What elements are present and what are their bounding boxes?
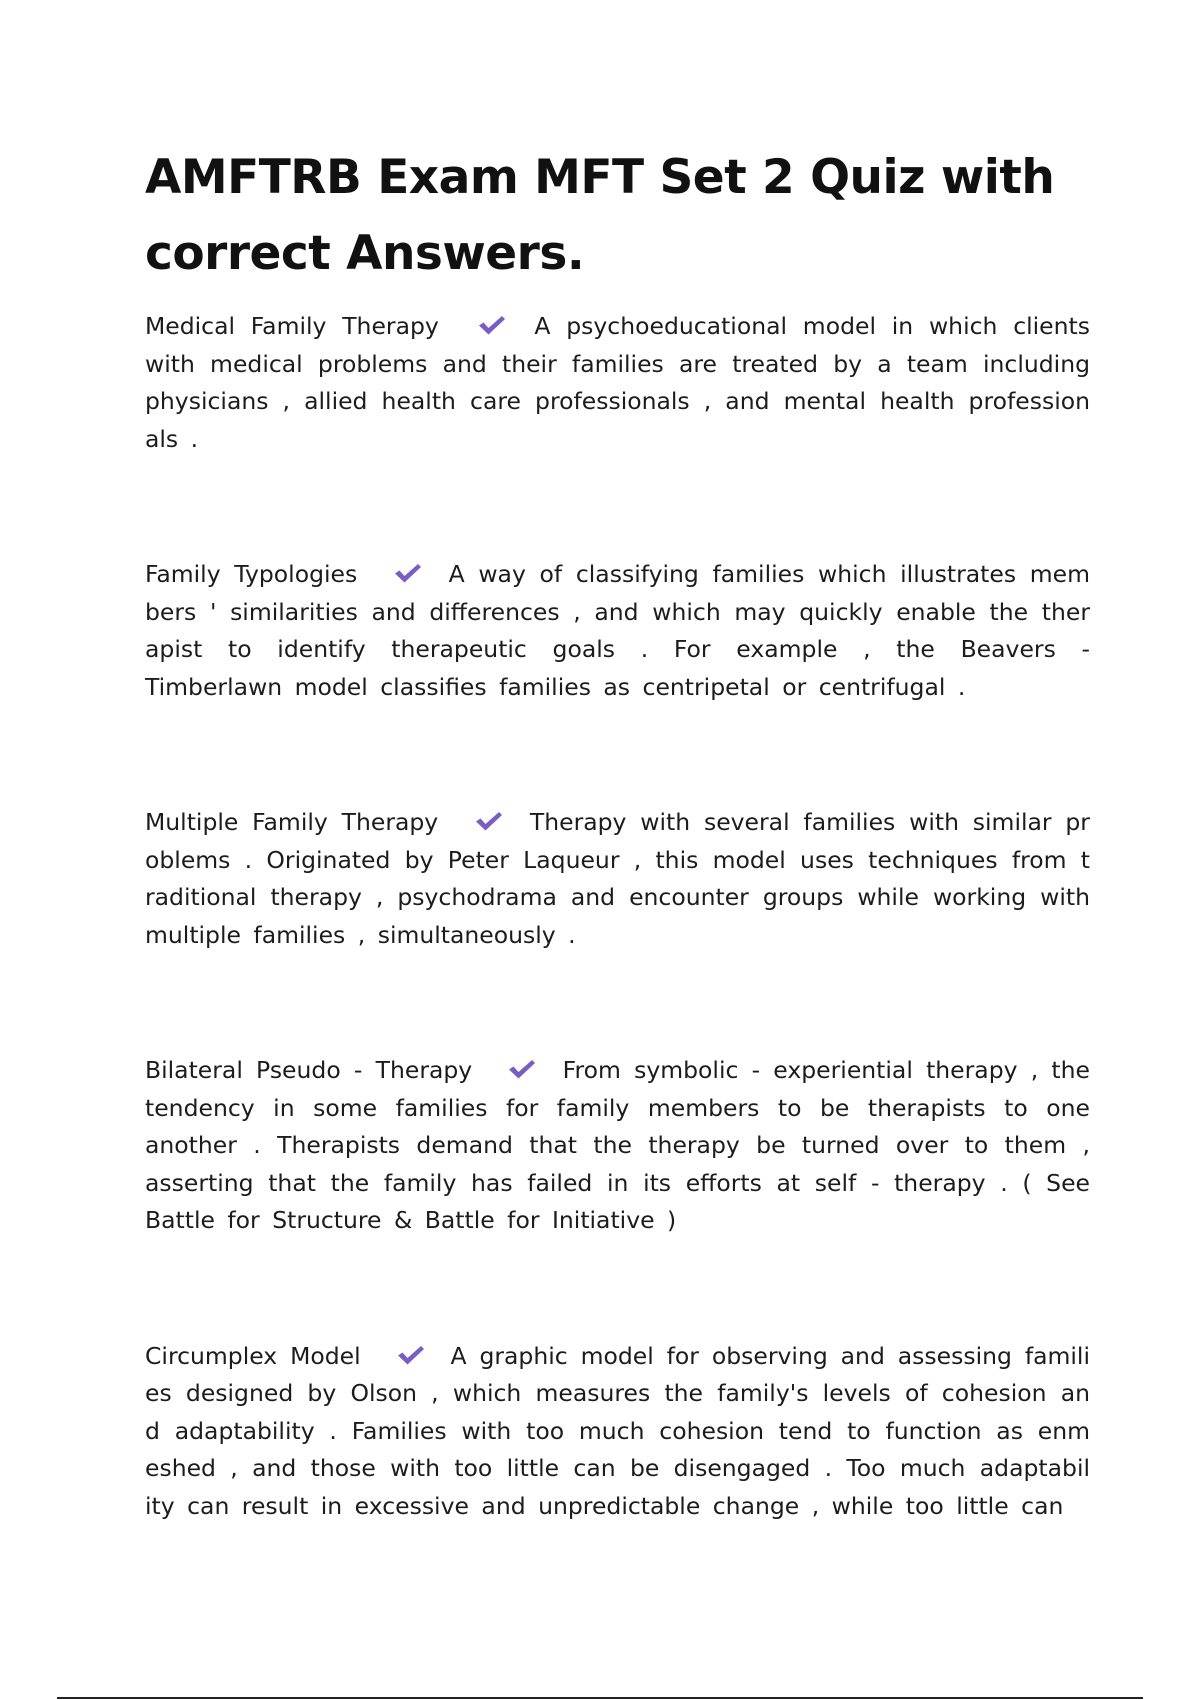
check-icon — [507, 1057, 537, 1081]
page-title: AMFTRB Exam MFT Set 2 Quiz with correct Answers. — [145, 150, 1055, 281]
qa-entry — [145, 556, 1090, 706]
entry-definition: A psychoeducational model in which clients with medical problems and their families are treated by a team including physicians , allied health care professionals , and mental health profession als . — [145, 312, 1090, 453]
entry-term: Bilateral Pseudo - Therapy — [145, 1056, 473, 1084]
entry-term: Medical Family Therapy — [145, 312, 439, 340]
qa-entry — [145, 1338, 1090, 1526]
qa-entry — [145, 1052, 1090, 1240]
entry-term: Circumplex Model — [145, 1341, 361, 1370]
entry-definition: A graphic model for observing and assessing famili es designed by Olson , which measures the family's levels of cohesion an d adaptability . Families with too much cohesion tend to function as enm eshed , and those with too little can be disengaged . Too much adaptabil ity can result in excessive and unpredictable change , while too little can — [145, 1341, 1090, 1520]
entry-term: Multiple Family Therapy — [145, 808, 439, 836]
entry-term: Family Typologies — [145, 560, 358, 588]
qa-entry — [145, 804, 1090, 954]
entry-definition: A way of classifying families which illustrates mem bers ' similarities and differences , and which may quickly enable the ther apist to identify therapeutic goals . For example , the Beavers - Timberlawn model classifies families as centripetal or centrifugal . — [145, 560, 1090, 701]
qa-entry — [145, 308, 1090, 458]
qa-list — [145, 308, 1090, 1525]
entry-definition: Therapy with several families with similar pr oblems . Originated by Peter Laqueur , this model uses techniques from t raditional therapy , psychodrama and encounter groups while working with multiple families , simultaneously . — [145, 808, 1090, 949]
page-bottom-rule — [57, 1697, 1143, 1699]
document-page — [145, 140, 1090, 1525]
check-icon — [393, 561, 423, 585]
check-icon — [477, 313, 507, 337]
check-icon — [474, 809, 504, 833]
entry-definition: From symbolic - experiential therapy , the tendency in some families for family members to be therapists to one another . Therapists demand that the therapy be turned over to them , asserting that the family has failed in its efforts at self - therapy . ( See Battle for Structure & Battle for Initiative ) — [145, 1056, 1090, 1234]
check-icon — [396, 1343, 426, 1367]
